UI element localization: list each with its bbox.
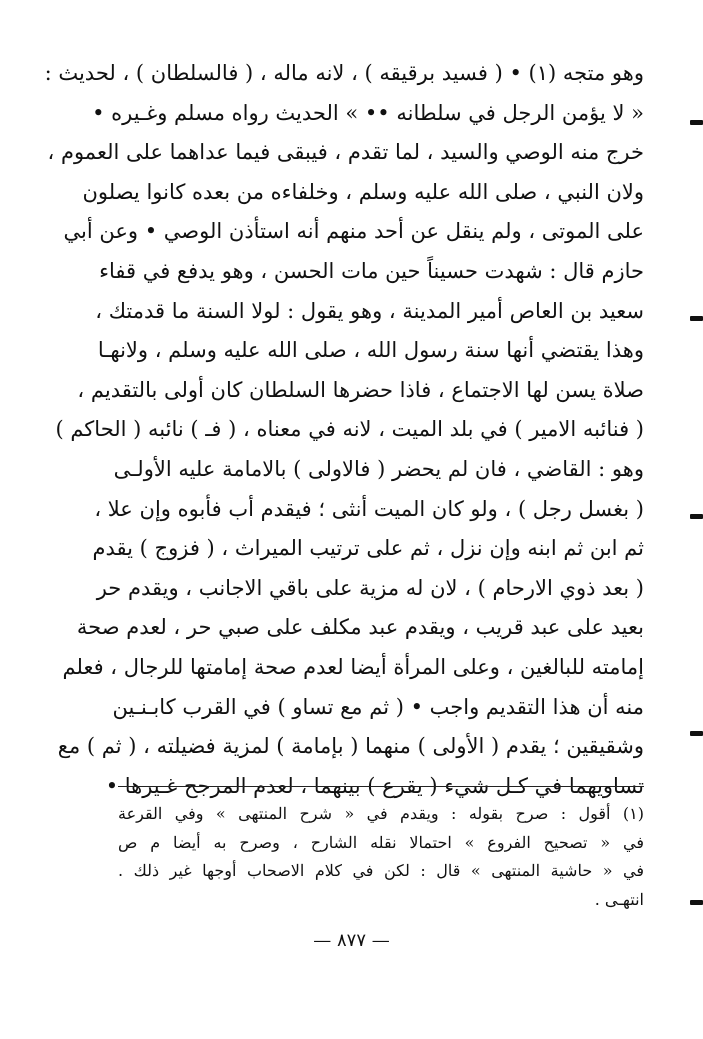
page-number: — ٨٧٧ — bbox=[313, 930, 390, 951]
text-line: وهو : القاضي ، فان لم يحضر ( فالاولى ) بالامامة عليه الأولـى bbox=[113, 456, 644, 481]
text-line: بعيد على عبد قريب ، ويقدم عبد مكلف على صبي حر ، لعدم صحة bbox=[76, 615, 644, 640]
text-line: تساويهما في كـل شيء ( يقرع ) بينهما ، لعدم المرجح غـيرها • bbox=[105, 773, 644, 798]
text-line: صلاة يسن لها الاجتماع ، فاذا حضرها السلطان كان أولى بالتقديم ، bbox=[77, 377, 644, 402]
text-line: خرج منه الوصي والسيد ، لما تقدم ، فيبقى فيما عداهما على العموم ، bbox=[47, 140, 644, 165]
text-line: على الموتى ، ولم ينقل عن أحد منهم أنه استأذن الوصي • وعن أبي bbox=[63, 219, 644, 244]
text-line: منه أن هذا التقديم واجب • ( ثم مع تساو ) في القرب كابـنـين bbox=[112, 694, 644, 719]
text-line: « لا يؤمن الرجل في سلطانه •• » الحديث رواه مسلم وغـيره • bbox=[92, 100, 644, 125]
footnote-line: في « تصحيح الفروع » احتمالا نقله الشارح ، وصرح به أيضا م ص bbox=[118, 832, 644, 852]
text-line: إمامته للبالغين ، وعلى المرأة أيضا لعدم صحة إمامتها للرجال ، فعلم bbox=[62, 654, 644, 679]
footnote-line: (١) أقول : صرح بقوله : ويقدم في « شرح المنتهى » وفي القرعة bbox=[118, 804, 644, 823]
scan-edge-mark bbox=[690, 316, 703, 321]
scan-edge-mark bbox=[690, 120, 703, 125]
text-line: وهذا يقتضي أنها سنة رسول الله ، صلى الله عليه وسلم ، ولانهـا bbox=[97, 338, 644, 363]
scan-edge-mark bbox=[690, 900, 703, 905]
text-line: وهو متجه (١) • ( فسيد برقيقه ) ، لانه ماله ، ( فالسلطان ) ، لحديث : bbox=[44, 61, 644, 85]
scan-edge-mark bbox=[690, 514, 703, 519]
text-line: ثم ابن ثم ابنه وإن نزل ، ثم على ترتيب الميراث ، ( فزوج ) يقدم bbox=[92, 536, 644, 561]
footnote-line: انتهـى . bbox=[594, 889, 644, 909]
footnotes bbox=[118, 800, 644, 914]
footnote-line: في « حاشية المنتهى » قال : لكن في كلام الاصحاب أوجها غير ذلك . bbox=[118, 861, 644, 881]
text-line: حازم قال : شهدت حسيناً حين مات الحسن ، وهو يدفع في قفاء bbox=[99, 258, 644, 283]
footnote-divider bbox=[118, 786, 644, 787]
text-line: وشقيقين ؛ يقدم ( الأولى ) منهما ( بإمامة ) لمزية فضيلته ، ( ثم ) مع bbox=[57, 734, 644, 759]
text-line: سعيد بن العاص أمير المدينة ، وهو يقول : لولا السنة ما قدمتك ، bbox=[95, 298, 644, 323]
text-line: ( بغسل رجل ) ، ولو كان الميت أنثى ؛ فيقدم أب فأبوه وإن علا ، bbox=[94, 496, 644, 521]
text-line: ( بعد ذوي الارحام ) ، لان له مزية على باقي الاجانب ، ويقدم حر bbox=[96, 575, 644, 600]
text-line: ولان النبي ، صلى الله عليه وسلم ، وخلفاءه من بعده كانوا يصلون bbox=[82, 179, 644, 204]
scan-edge-mark bbox=[690, 731, 703, 736]
main-text bbox=[44, 54, 644, 806]
text-line: ( فنائبه الامير ) في بلد الميت ، لانه في معناه ، ( فـ ) نائبه ( الحاكم ) bbox=[55, 417, 644, 442]
